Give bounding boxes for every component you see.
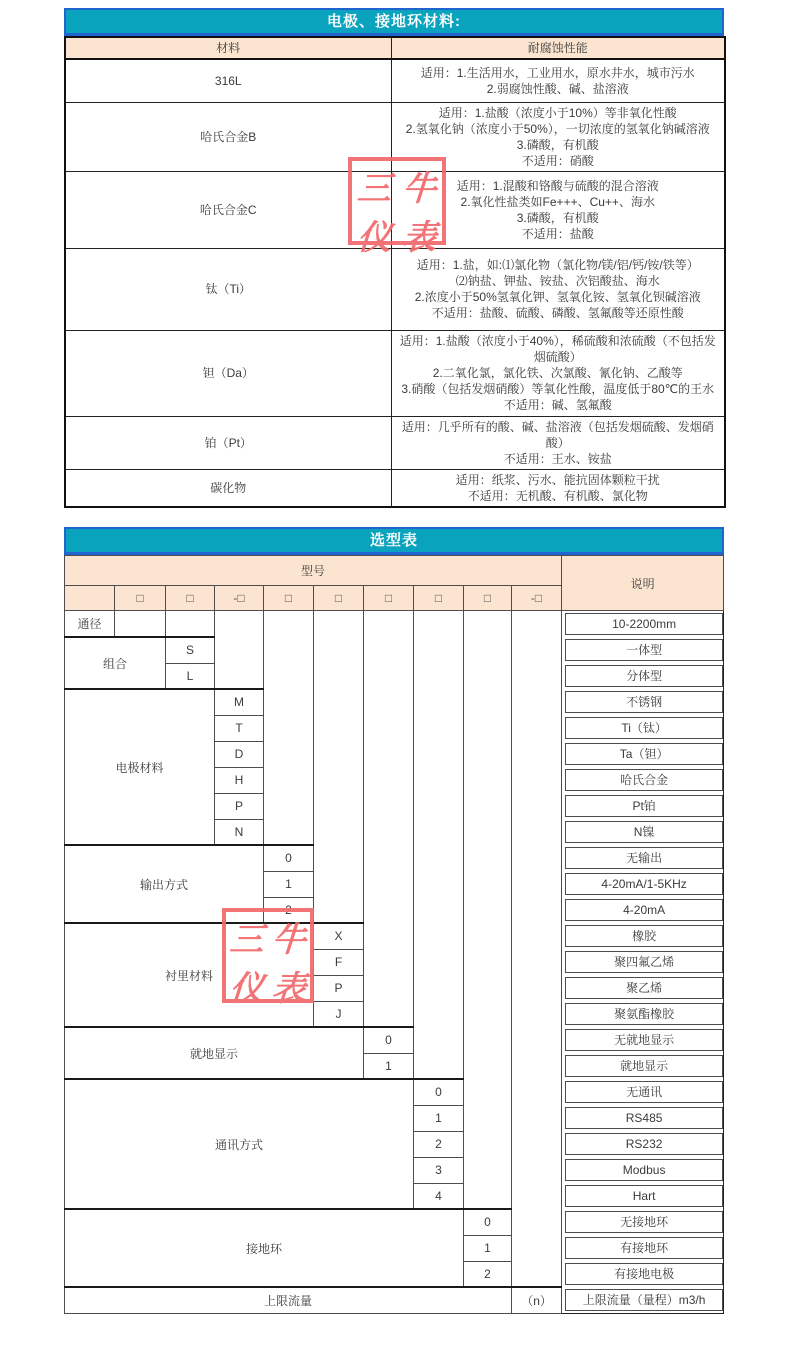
description-header: 说明 — [562, 556, 724, 611]
code-cell: 0 — [464, 1209, 512, 1235]
description-cell — [562, 637, 724, 663]
description-text: Modbus — [565, 1159, 723, 1181]
description-text: 橡胶 — [565, 925, 723, 947]
description-cell — [562, 1027, 724, 1053]
description-cell — [562, 1183, 724, 1209]
performance-line: 不适用：盐酸、硫酸、磷酸、氢氟酸等还原性酸 — [431, 306, 684, 320]
description-cell — [562, 663, 724, 689]
description-text: 4-20mA/1-5KHz — [565, 873, 723, 895]
performance-line: 适用：1.盐酸（浓度小于40%），稀硫酸和浓硫酸（不包括发烟硫酸） — [399, 334, 716, 364]
performance-line: 不适用：无机酸、有机酸、氯化物 — [467, 488, 648, 503]
symbol-cell: □ — [364, 586, 414, 611]
code-cell: J — [314, 1001, 364, 1027]
performance-line: ⑵钠盐、钾盐、铵盐、次铝酸盐、海水 — [455, 274, 660, 288]
material-row-316l — [65, 59, 725, 102]
code-cell: 1 — [414, 1105, 464, 1131]
section-label-electrode-material: 电极材料 — [65, 689, 215, 845]
row-local-display — [65, 1027, 724, 1053]
description-text: 就地显示 — [565, 1055, 723, 1077]
description-cell — [562, 923, 724, 949]
description-cell — [562, 897, 724, 923]
description-cell — [562, 1287, 724, 1314]
description-cell — [562, 845, 724, 871]
code-cell: （n） — [512, 1287, 562, 1314]
code-cell: 4 — [414, 1183, 464, 1209]
performance-line: 不适用：硝酸 — [521, 153, 594, 168]
description-cell — [562, 819, 724, 845]
description-cell — [562, 1209, 724, 1235]
empty-cell — [264, 611, 314, 846]
performance-line: 2.弱腐蚀性酸、碱、盐溶液 — [486, 81, 629, 96]
code-cell: T — [215, 715, 264, 741]
code-cell: 1 — [464, 1235, 512, 1261]
performance-line: 2.浓度小于50%氢氧化钾、氢氧化铵、氢氧化钡碱溶液 — [414, 290, 701, 304]
performance-line: 不适用：碱、氢氟酸 — [503, 398, 612, 412]
code-cell: L — [166, 663, 215, 689]
code-cell: 0 — [364, 1027, 414, 1053]
section-label-communication: 通讯方式 — [65, 1079, 414, 1209]
code-cell: P — [215, 793, 264, 819]
col-header-material: 材料 — [65, 37, 391, 59]
section-label-output-mode: 输出方式 — [65, 845, 264, 923]
model-header: 型号 — [65, 556, 562, 586]
symbol-cell: □ — [314, 586, 364, 611]
row-upper-flow-limit — [65, 1287, 724, 1314]
description-text: 无接地环 — [565, 1211, 723, 1233]
description-text: Pt铂 — [565, 795, 723, 817]
watermark-char: 仪 — [228, 969, 266, 1009]
symbol-cell: □ — [166, 586, 215, 611]
performance-line: 不适用：王水、铵盐 — [503, 451, 612, 466]
description-text: 一体型 — [565, 639, 723, 661]
material-table-header-row — [65, 37, 725, 59]
selection-table-section — [64, 527, 724, 1314]
code-cell: P — [314, 975, 364, 1001]
code-cell: S — [166, 637, 215, 663]
symbol-cell: -□ — [215, 586, 264, 611]
material-name: 铂（Pt） — [65, 416, 391, 469]
description-text: Ti（钛） — [565, 717, 723, 739]
watermark-char: 三 — [355, 169, 393, 209]
code-cell: 2 — [414, 1131, 464, 1157]
col-header-performance: 耐腐蚀性能 — [391, 37, 725, 59]
material-row-titanium — [65, 248, 725, 330]
empty-cell — [414, 611, 464, 1080]
description-cell — [562, 1261, 724, 1287]
code-cell: 2 — [464, 1261, 512, 1287]
symbol-cell: □ — [115, 586, 166, 611]
performance-line: 3.磷酸，有机酸 — [516, 210, 599, 225]
description-cell — [562, 1235, 724, 1261]
description-cell — [562, 975, 724, 1001]
selection-table-title: 选型表 — [64, 527, 724, 555]
performance-cell — [391, 59, 725, 102]
description-text: Ta（钽） — [565, 743, 723, 765]
description-cell — [562, 871, 724, 897]
section-label-combination: 组合 — [65, 637, 166, 689]
description-text: 聚四氟乙烯 — [565, 951, 723, 973]
code-cell: 2 — [264, 897, 314, 923]
description-text: Hart — [565, 1185, 723, 1207]
symbol-cell: □ — [464, 586, 512, 611]
description-text: 聚氨酯橡胶 — [565, 1003, 723, 1025]
material-row-platinum — [65, 416, 725, 469]
material-table-title: 电极、接地环材料: — [64, 8, 724, 36]
model-header-row — [65, 556, 724, 586]
code-cell: 1 — [264, 871, 314, 897]
description-cell — [562, 689, 724, 715]
material-table — [64, 36, 726, 508]
performance-line: 适用：1.生活用水，工业用水，原水井水，城市污水 — [420, 65, 695, 80]
performance-line: 适用：1.盐，如:⑴氯化物（氯化物/镁/铝/钙/铵/铁等） — [416, 258, 699, 272]
code-cell: H — [215, 767, 264, 793]
code-cell: F — [314, 949, 364, 975]
material-row-tantalum — [65, 330, 725, 416]
description-cell — [562, 715, 724, 741]
performance-cell — [391, 330, 725, 416]
section-label-local-display: 就地显示 — [65, 1027, 364, 1079]
code-cell: 0 — [414, 1079, 464, 1105]
code-cell — [115, 611, 166, 638]
empty-cell — [512, 611, 562, 1288]
description-cell — [562, 1079, 724, 1105]
section-label-upper-flow-limit: 上限流量 — [65, 1287, 512, 1314]
material-name: 哈氏合金B — [65, 102, 391, 171]
symbol-cell: -□ — [512, 586, 562, 611]
empty-cell — [166, 611, 215, 638]
row-diameter — [65, 611, 724, 638]
empty-cell — [364, 611, 414, 1028]
performance-cell — [391, 248, 725, 330]
empty-cell — [464, 611, 512, 1210]
empty-cell — [215, 611, 264, 690]
watermark-char: 牛 — [400, 169, 438, 209]
performance-line: 2.二氧化氯，氯化铁、次氯酸、氰化钠、乙酸等 — [432, 366, 683, 380]
description-text: RS232 — [565, 1133, 723, 1155]
performance-line: 3.硝酸（包括发烟硝酸）等氧化性酸，温度低于80℃的王水 — [401, 382, 715, 396]
code-cell: D — [215, 741, 264, 767]
performance-cell — [391, 469, 725, 507]
description-text: 有接地环 — [565, 1237, 723, 1259]
watermark-stamp — [222, 908, 314, 1009]
section-label-grounding-ring: 接地环 — [65, 1209, 464, 1287]
description-text: 无通讯 — [565, 1081, 723, 1103]
performance-line: 3.磷酸，有机酸 — [516, 137, 599, 152]
watermark-char: 表 — [400, 218, 438, 258]
performance-line: 适用：1.盐酸（浓度小于10%）等非氧化性酸 — [438, 105, 677, 120]
code-cell: 3 — [414, 1157, 464, 1183]
performance-line: 适用：1.混酸和铬酸与硫酸的混合溶液 — [456, 178, 659, 193]
symbol-cell — [65, 586, 115, 611]
material-name: 哈氏合金C — [65, 171, 391, 248]
row-grounding-ring — [65, 1209, 724, 1235]
description-cell — [562, 611, 724, 638]
performance-line: 适用：纸浆、污水、能抗固体颗粒干扰 — [455, 472, 660, 487]
material-name: 碳化物 — [65, 469, 391, 507]
section-label-diameter: 通径 — [65, 611, 115, 638]
description-cell — [562, 741, 724, 767]
description-text: 不锈钢 — [565, 691, 723, 713]
description-text: 无输出 — [565, 847, 723, 869]
section-label-lining-material: 衬里材料 — [65, 923, 314, 1027]
description-cell — [562, 1157, 724, 1183]
selection-table — [64, 555, 724, 1314]
code-cell: X — [314, 923, 364, 949]
code-cell: 0 — [264, 845, 314, 871]
empty-cell — [314, 611, 364, 924]
code-cell: N — [215, 819, 264, 845]
description-text: 4-20mA — [565, 899, 723, 921]
description-text: 哈氏合金 — [565, 769, 723, 791]
material-row-carbide — [65, 469, 725, 507]
watermark-stamp — [348, 157, 446, 258]
description-text: 有接地电极 — [565, 1263, 723, 1285]
watermark-char: 表 — [270, 969, 308, 1009]
description-cell — [562, 949, 724, 975]
performance-line: 不适用：盐酸 — [521, 226, 594, 241]
description-text: N镍 — [565, 821, 723, 843]
description-text: RS485 — [565, 1107, 723, 1129]
description-cell — [562, 793, 724, 819]
description-cell — [562, 1053, 724, 1079]
performance-line: 适用：几乎所有的酸、碱、盐溶液（包括发烟硫酸、发烟硝酸） — [401, 419, 714, 450]
description-text: 无就地显示 — [565, 1029, 723, 1051]
code-cell: M — [215, 689, 264, 715]
watermark-char: 牛 — [270, 920, 308, 960]
watermark-char: 三 — [228, 920, 266, 960]
description-text: 10-2200mm — [565, 613, 723, 635]
description-cell — [562, 1105, 724, 1131]
code-cell: 1 — [364, 1053, 414, 1079]
watermark-char: 仪 — [355, 218, 393, 258]
symbol-cell: □ — [264, 586, 314, 611]
description-text: 上限流量（量程）m3/h — [565, 1289, 723, 1311]
description-text: 聚乙烯 — [565, 977, 723, 999]
symbol-cell: □ — [414, 586, 464, 611]
material-name: 316L — [65, 59, 391, 102]
description-cell — [562, 1131, 724, 1157]
material-name: 钛（Ti） — [65, 248, 391, 330]
description-text: 分体型 — [565, 665, 723, 687]
performance-line: 2.氧化性盐类如Fe+++、Cu++、海水 — [460, 194, 655, 209]
description-cell — [562, 1001, 724, 1027]
description-cell — [562, 767, 724, 793]
row-communication — [65, 1079, 724, 1105]
performance-cell — [391, 416, 725, 469]
material-name: 钽（Da） — [65, 330, 391, 416]
performance-line: 2.氢氧化钠（浓度小于50%），一切浓度的氢氧化钠碱溶液 — [405, 121, 710, 136]
